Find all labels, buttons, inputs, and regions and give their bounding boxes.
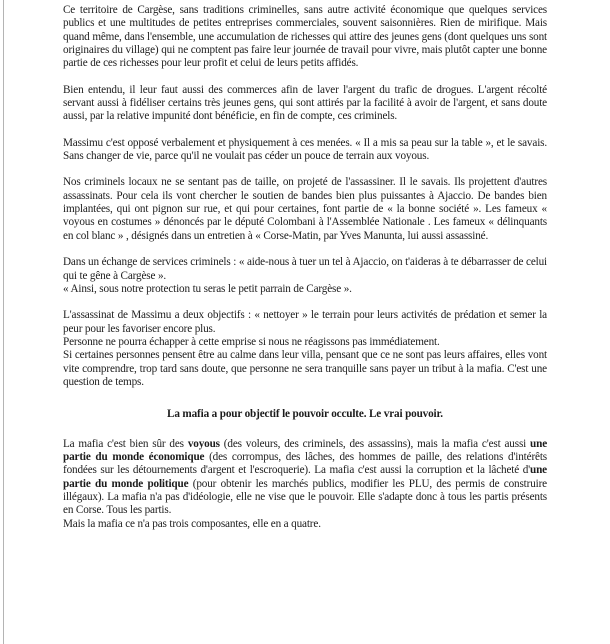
bold-text-run: une partie du monde politique — [63, 464, 547, 490]
text-run: La mafia c'est bien sûr des — [63, 437, 188, 450]
page-edge-line — [3, 0, 4, 644]
text-run: Dans un échange de services criminels : « aide-nous à tuer un tel à Ajaccio, on t'aideras à te débarrasser de celui qui te gêne à Cargèse ». — [63, 256, 547, 282]
text-run: Ce territoire de Cargèse, sans traditions criminelles, sans autre activité économique que quelques services publics et une multitudes de petites entreprises commerciales, souvent saisonnières. Rien de mirifique. Mais quand même, dans l'ensemble, une accumulation de richesses qui attire des jeunes gens (dont quelques uns sont originaires du village) qui ne comptent pas faire leur journée de travail pour vivre, mais plutôt capter une bonne partie de ces richesses pour leur profit et celui de leurs petits affidés. — [63, 4, 547, 70]
document-content — [63, 4, 547, 544]
bold-text-run: La mafia a pour objectif le pouvoir occulte. Le vrai pouvoir. — [167, 408, 443, 421]
text-run: (pour obtenir les marchés publics, modifier les PLU, des permis de construire illégaux). La mafia n'a pas d'idéologie, elle ne vise que le pouvoir. Elle s'adapte donc à tous les partis présents en Corse. Tous les partis. — [63, 477, 547, 517]
bold-text-run: voyous — [187, 437, 220, 450]
text-run: (des voleurs, des criminels, des assassins), mais la mafia c'est aussi — [219, 437, 531, 450]
section-heading — [63, 408, 547, 421]
text-run: Mais la mafia ce n'a pas trois composantes, elle en a quatre. — [63, 517, 321, 530]
text-run: L'assassinat de Massimu a deux objectifs : « nettoyer » le terrain pour leurs activités de prédation et semer la peur pour les favoriser encore plus. — [63, 309, 547, 335]
bold-text-run: une partie du monde économique — [63, 437, 548, 463]
text-run: « Ainsi, sous notre protection tu seras le petit parrain de Cargèse ». — [63, 282, 352, 295]
paragraph — [63, 176, 547, 243]
text-run: Si certaines personnes pensent être au calme dans leur villa, pensant que ce ne sont pas leurs affaires, elles vont vite comprendre, trop tard sans doute, que personne ne sera tranquille sans payer un tribut à la mafia. C'est une question de temps. — [63, 349, 547, 388]
paragraph — [63, 84, 547, 124]
text-run: (des corrompus, des lâches, des hommes de paille, des relations d'intérêts fondées sur les détournements d'argent et l'escroquerie). La mafia c'est aussi la corruption et la lâcheté d' — [63, 450, 547, 477]
paragraph — [63, 309, 547, 389]
paragraph — [63, 137, 547, 164]
paragraph — [63, 4, 547, 71]
paragraph — [63, 256, 547, 296]
text-run: Nos criminels locaux ne se sentant pas de taille, on projeté de l'assassiner. Il le savais. Ils projettent d'autres assassinats. Pour cela ils vont chercher le soutien de bandes bien plus puissantes à Ajaccio. De bandes bien implantées, qui ont pignon sur rue, et qui pour certaines, font partie de « la bonne société ». Les fameux « voyous en costumes » dénoncés par le député Colombani à l'Assemblée Nationale . Les fameux « délinquants en col blanc » , désignés dans un entretien à « Corse-Matin, par Yves Manunta, lui aussi assassiné. — [63, 176, 547, 242]
text-run: Personne ne pourra échapper à cette emprise si nous ne réagissons pas immédiatement. — [63, 335, 440, 348]
text-run: Bien entendu, il leur faut aussi des commerces afin de laver l'argent du trafic de drogues. L'argent récolté servant aussi à fidéliser certains très jeunes gens, qui sont attirés par la facilité à avoir de l'argent, et sans doute aussi, par la relative impunité dont bénéficie, en fin de compte, ces criminels. — [63, 83, 547, 123]
text-run: Massimu c'est opposé verbalement et physiquement à ces menées. « Il a mis sa peau sur la table », et le savais. Sans changer de vie, parce qu'il ne voulait pas céder un pouce de terrain aux voyous. — [63, 136, 547, 163]
paragraph — [63, 438, 547, 531]
